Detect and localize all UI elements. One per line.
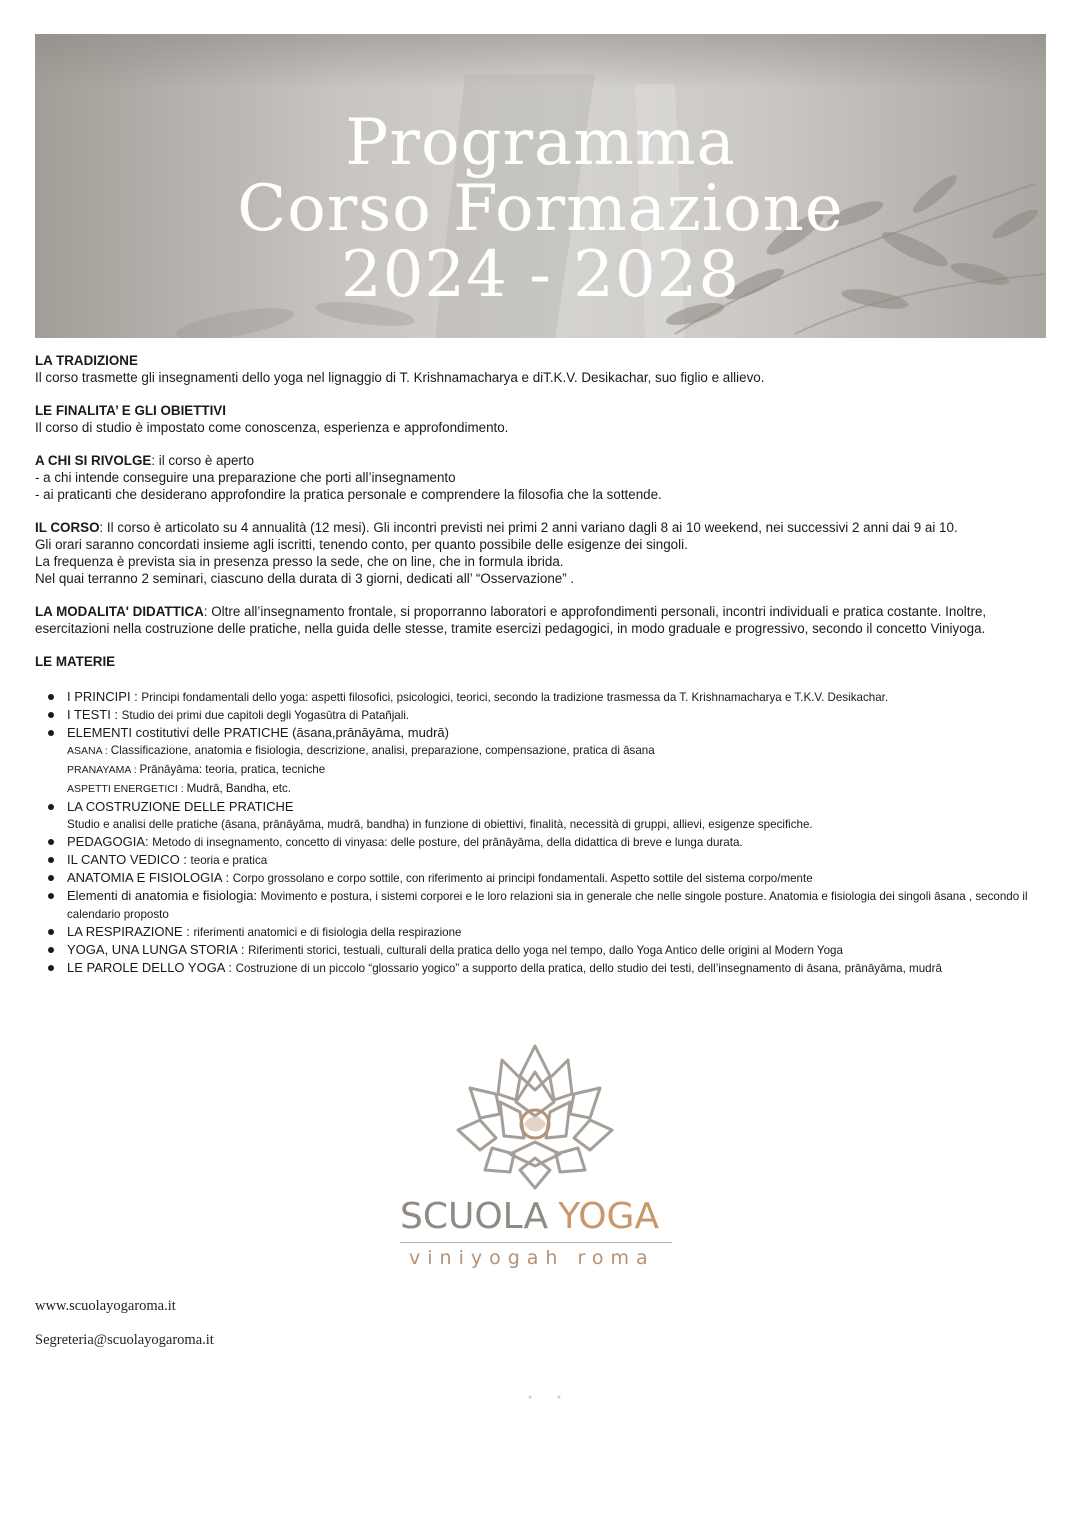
label-asana: ASANA : [67, 745, 111, 757]
logo-subtitle: viniyogah roma [409, 1247, 655, 1269]
label-pranayama: PRANAYAMA : [67, 764, 140, 776]
title-line-1: Programma [345, 106, 736, 180]
email-link[interactable]: Segreteria@scuolayogaroma.it [35, 1332, 214, 1348]
logo-wordmark [400, 1196, 690, 1237]
materie-list [35, 688, 1047, 977]
text-testi: Studio dei primi due capitoli degli Yogasūtra di Patañjali. [121, 709, 410, 722]
text-costruzione: Studio e analisi delle pratiche (āsana, prānāyāma, mudrā, bandha) in funzione di obiettivi, finalità, necessità di gruppi, allievi, esigenze specifiche. [67, 818, 813, 831]
text-chi-line2: - ai praticanti che desiderano approfondire la pratica personale e comprendere la filosofia che la sottende. [35, 487, 662, 502]
section-modalita [35, 603, 1047, 637]
list-item-costruzione [35, 798, 1047, 815]
section-tradizione [35, 352, 1047, 386]
list-item-principi [35, 688, 1047, 706]
text-storia: Riferimenti storici, testuali, culturali della pratica dello yoga nel tempo, dallo Yoga Antico delle origini al Modern Yoga [248, 944, 843, 957]
text-elementi-anatomia: Movimento e postura, i sistemi corporei e le loro relazioni sia in generale che nelle singole posture. Anatomia e fisiologia dei singoli āsana , secondo il calendario proposto [67, 890, 1028, 921]
text-modalita: : Oltre all’insegnamento frontale, si proporranno laboratori e approfondimenti personali, incontri individuali e pratica costante. Inoltre, esercitazioni nella costruzione delle pratiche, nella guida delle stesse, tramite esercizi pedagogici, in modo graduale e progressivo, secondo il concetto Viniyoga. [35, 604, 987, 636]
text-corso-2: Gli orari saranno concordati insieme agli iscritti, tenendo conto, per quanto possibile delle esigenze dei singoli. [35, 537, 688, 552]
list-item-anatomia [35, 869, 1047, 887]
label-anatomia: ANATOMIA E FISIOLOGIA : [67, 870, 233, 885]
label-elementi: ELEMENTI costitutivi delle PRATICHE (āsana,prānāyāma, mudrā) [67, 725, 449, 740]
heading-chi: A CHI SI RIVOLGE [35, 453, 152, 468]
text-corso-3: La frequenza è prevista sia in presenza presso la sede, che on line, che in formula ibrida. [35, 554, 564, 569]
label-elementi-anatomia: Elementi di anatomia e fisiologia: [67, 888, 261, 903]
label-costruzione: LA COSTRUZIONE DELLE PRATICHE [67, 799, 294, 814]
school-logo [395, 1042, 685, 1277]
text-asana: Classificazione, anatomia e fisiologia, descrizione, analisi, preparazione, compensazione, pratica di āsana [110, 744, 655, 757]
heading-materie: LE MATERIE [35, 654, 116, 669]
text-tradizione: Il corso trasmette gli insegnamenti dello yoga nel lignaggio di T. Krishnamacharya e diT.K.V. Desikachar, suo figlio e allievo. [35, 370, 765, 385]
heading-corso: IL CORSO [35, 520, 100, 535]
label-pedagogia: PEDAGOGIA: [67, 834, 153, 849]
label-testi: I TESTI : [67, 707, 122, 722]
title-line-3: 2024 - 2028 [340, 238, 741, 312]
text-energetici: Mudrā, Bandha, etc. [186, 782, 292, 795]
document-body [35, 352, 1047, 977]
header-banner [35, 34, 1046, 338]
label-canto: IL CANTO VEDICO : [67, 852, 191, 867]
title-line-2: Corso Formazione [237, 172, 844, 246]
sub-item-pranayama [35, 760, 1047, 779]
text-respirazione: riferimenti anatomici e di fisiologia della respirazione [193, 926, 462, 939]
text-principi: Principi fondamentali dello yoga: aspetti filosofici, psicologici, teorici, secondo la tradizione trasmessa da T. Krishnamacharya e T.K.V. Desikachar. [141, 691, 889, 704]
section-chi-si-rivolge [35, 452, 1047, 503]
text-chi-line1: - a chi intende conseguire una preparazione che porti all’insegnamento [35, 470, 456, 485]
logo-divider [400, 1242, 672, 1243]
contacts [35, 1297, 214, 1365]
list-item-respirazione [35, 923, 1047, 941]
list-item-pedagogia [35, 833, 1047, 851]
lotus-icon [450, 1042, 620, 1192]
text-anatomia: Corpo grossolano e corpo sottile, con riferimento ai principi fondamentali. Aspetto sottile del sistema corpo/mente [232, 872, 813, 885]
text-corso-4: Nel quai terranno 2 seminari, ciascuno della durata di 3 giorni, dedicati all’ “Osservazione” . [35, 571, 575, 586]
text-canto: teoria e pratica [190, 854, 268, 867]
list-item-testi [35, 706, 1047, 724]
text-finalita: Il corso di studio è impostato come conoscenza, esperienza e approfondimento. [35, 420, 509, 435]
list-item-storia [35, 941, 1047, 959]
label-parole: LE PAROLE DELLO YOGA : [67, 960, 236, 975]
section-finalita [35, 402, 1047, 436]
logo-word-yoga: YOGA [558, 1196, 660, 1237]
section-corso [35, 519, 1047, 587]
scan-mark-icon [528, 1394, 562, 1400]
heading-finalita: LE FINALITA’ E GLI OBIETTIVI [35, 403, 226, 418]
sub-item-costruzione [35, 815, 1047, 833]
label-respirazione: LA RESPIRAZIONE : [67, 924, 194, 939]
text-parole: Costruzione di un piccolo “glossario yogico” a supporto della pratica, dello studio dei testi, dell’insegnamento di āsana, prānāyāma, mudrā [235, 962, 942, 975]
text-corso-1: : Il corso è articolato su 4 annualità (12 mesi). Gli incontri previsti nei primi 2 anni variano dagli 8 ai 10 weekend, nei successivi 2 anni dai 9 ai 10. [99, 520, 958, 535]
heading-modalita: LA MODALITA' DIDATTICA [35, 604, 204, 619]
page-title [35, 106, 1046, 312]
label-energetici: ASPETTI ENERGETICI : [67, 783, 187, 795]
heading-tradizione: LA TRADIZIONE [35, 353, 138, 368]
label-principi: I PRINCIPI : [67, 689, 142, 704]
sub-item-asana [35, 741, 1047, 760]
text-chi-intro: : il corso è aperto [151, 453, 255, 468]
list-item-elementi [35, 724, 1047, 741]
website-link[interactable]: www.scuolayogaroma.it [35, 1298, 176, 1314]
sub-item-energetici [35, 779, 1047, 798]
text-pedagogia: Metodo di insegnamento, concetto di vinyasa: delle posture, del prānāyāma, della didattica di breve e lunga durata. [152, 836, 743, 849]
text-pranayama: Prānāyāma: teoria, pratica, tecniche [139, 763, 326, 776]
logo-word-scuola: SCUOLA [400, 1196, 549, 1237]
corso-line1 [35, 519, 1047, 536]
page-mark [528, 1392, 562, 1402]
list-item-parole [35, 959, 1047, 977]
modalita-paragraph [35, 603, 1047, 637]
label-storia: YOGA, UNA LUNGA STORIA : [67, 942, 249, 957]
list-item-canto [35, 851, 1047, 869]
list-item-elementi-anatomia [35, 887, 1047, 923]
chi-intro-line [35, 452, 1047, 469]
